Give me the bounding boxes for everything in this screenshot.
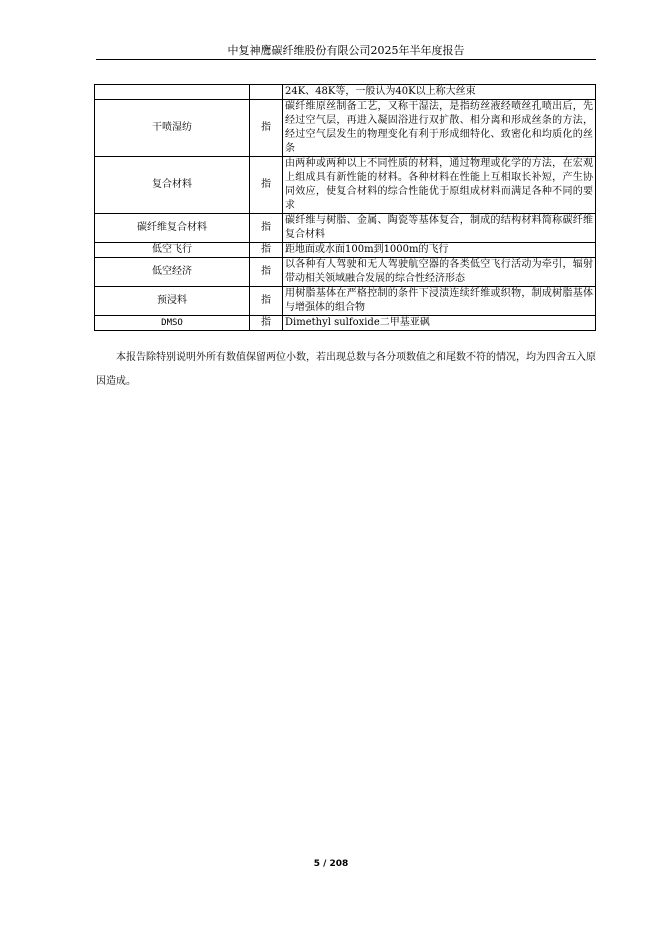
table-row (95, 214, 596, 243)
term-cell: 复合材料 (95, 157, 250, 214)
definition-cell: 由两种或两种以上不同性质的材料，通过物理或化学的方法，在宏观上组成具有新性能的材料。各种材料在性能上互相取长补短，产生协同效应，使复合材料的综合性能优于原组成材料而满足各种不同的要求 (283, 157, 596, 214)
term-cell (95, 85, 250, 100)
definition-cell: 用树脂基体在严格控制的条件下浸渍连续纤维或织物，制成树脂基体与增强体的组合物 (283, 287, 596, 316)
zhi-cell: 指 (250, 243, 283, 258)
definition-cell: Dimethyl sulfoxide二甲基亚砜 (283, 316, 596, 331)
table-row (95, 316, 596, 331)
zhi-cell (250, 85, 283, 100)
definition-cell: 碳纤维原丝制备工艺，又称干湿法，是指纺丝液经喷丝孔喷出后，先经过空气层，再进入凝固浴进行双扩散、相分离和形成丝条的方法，经过空气层发生的物理变化有利于形成细特化、致密化和均质化的丝条 (283, 100, 596, 157)
page-number: 5 / 208 (313, 859, 349, 869)
table-row (95, 157, 596, 214)
zhi-cell: 指 (250, 316, 283, 331)
zhi-cell: 指 (250, 258, 283, 287)
table-row (95, 287, 596, 316)
zhi-cell: 指 (250, 287, 283, 316)
report-header: 中复神鹰碳纤维股份有限公司2025年半年度报告 (227, 44, 465, 57)
zhi-cell: 指 (250, 100, 283, 157)
term-cell: DMSO (95, 316, 250, 331)
definition-cell: 距地面或水面100m到1000m的飞行 (283, 243, 596, 258)
table-row (95, 243, 596, 258)
zhi-cell: 指 (250, 157, 283, 214)
definition-cell: 以各种有人驾驶和无人驾驶航空器的各类低空飞行活动为牵引，辐射带动相关领域融合发展的综合性经济形态 (283, 258, 596, 287)
term-cell: 碳纤维复合材料 (95, 214, 250, 243)
term-cell: 预浸料 (95, 287, 250, 316)
table-row (95, 258, 596, 287)
table-row (95, 85, 596, 100)
term-cell: 低空经济 (95, 258, 250, 287)
glossary-table (94, 84, 596, 331)
rounding-note: 本报告除特别说明外所有数值保留两位小数，若出现总数与各分项数值之和尾数不符的情况，均为四舍五入原因造成。 (96, 352, 596, 387)
zhi-cell: 指 (250, 214, 283, 243)
table-row (95, 100, 596, 157)
term-cell: 干喷湿纺 (95, 100, 250, 157)
definition-cell: 24K、48K等，一般认为40K以上称大丝束 (283, 85, 596, 100)
definition-cell: 碳纤维与树脂、金属、陶瓷等基体复合，制成的结构材料简称碳纤维复合材料 (283, 214, 596, 243)
header-rule (96, 59, 596, 60)
term-cell: 低空飞行 (95, 243, 250, 258)
